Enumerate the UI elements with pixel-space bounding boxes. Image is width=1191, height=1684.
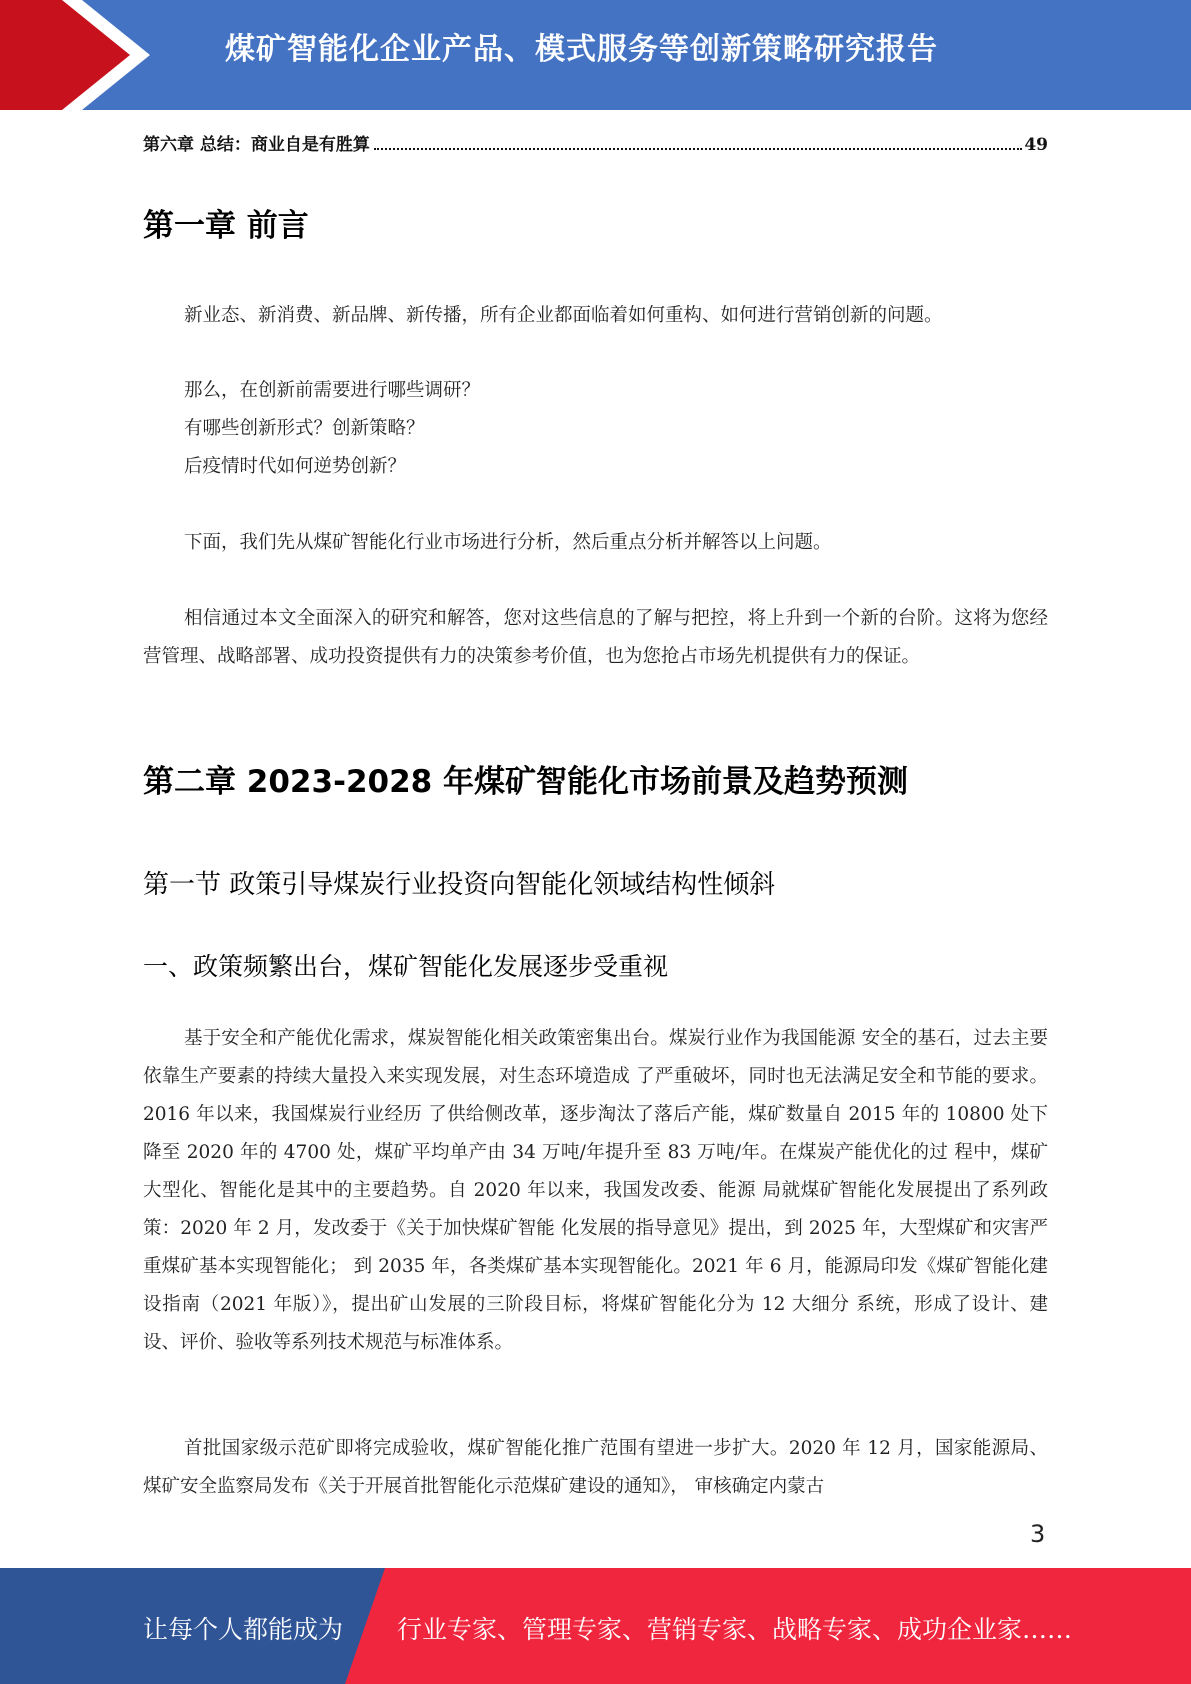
chapter-1-title: 第一章 前言 [143, 208, 309, 244]
toc-entry-page: 49 [1024, 135, 1048, 155]
footer-slogan-right: 行业专家、管理专家、营销专家、战略专家、成功企业家…… [397, 1615, 1073, 1644]
section-1-title: 第一节 政策引导煤炭行业投资向智能化领域结构性倾斜 [143, 870, 776, 900]
page-footer [0, 1568, 1191, 1684]
toc-leader-dots [374, 147, 1022, 150]
page-header [0, 0, 1191, 110]
chapter-1-question-2: 有哪些创新形式？创新策略？ [184, 418, 425, 439]
chapter-1-paragraph-3: 相信通过本文全面深入的研究和解答，您对这些信息的了解与把控，将上升到一个新的台阶。这将为您经营管理、战略部署、成功投资提供有力的决策参考价值，也为您抢占市场先机提供有力的保证。 [143, 608, 1048, 667]
chapter-1-paragraph-1: 新业态、新消费、新品牌、新传播，所有企业都面临着如何重构、如何进行营销创新的问题。 [184, 305, 943, 326]
chapter-2-title: 第二章 2023-2028 年煤矿智能化市场前景及趋势预测 [143, 764, 909, 800]
header-chevron-icon [0, 0, 150, 110]
page-number: 3 [1030, 1520, 1046, 1548]
chapter-1-question-1: 那么，在创新前需要进行哪些调研？ [184, 380, 481, 401]
subsection-1-title: 一、政策频繁出台，煤矿智能化发展逐步受重视 [143, 952, 669, 981]
chapter-1-paragraph-2: 下面，我们先从煤矿智能化行业市场进行分析，然后重点分析并解答以上问题。 [184, 532, 832, 553]
report-title: 煤矿智能化企业产品、模式服务等创新策略研究报告 [225, 32, 938, 67]
chapter-2-paragraph-1: 基于安全和产能优化需求，煤炭智能化相关政策密集出台。煤炭行业作为我国能源 安全的基石，过去主要依靠生产要素的持续大量投入来实现发展，对生态环境造成 了严重破坏，同时也无法满足安全和节能的要求。2016 年以来，我国煤炭行业经历 了供给侧改革，逐步淘汰了落后产能，煤矿数量自 2015 年的 10800 处下降至 2020 年的 4700 处，煤矿平均单产由 34 万吨/年提升至 83 万吨/年。在煤炭产能优化的过 程中，煤矿大型化、智能化是其中的主要趋势。自 2020 年以来，我国发改委、能源 局就煤矿智能化发展提出了系列政策：2020 年 2 月，发改委于《关于加快煤矿智能 化发展的指导意见》提出，到 2025 年，大型煤矿和灾害严重煤矿基本实现智能化； 到 2035 年，各类煤矿基本实现智能化。2021 年 6 月，能源局印发《煤矿智能化建 设指南（2021 年版）》，提出矿山发展的三阶段目标，将煤矿智能化分为 12 大细分 系统，形成了设计、建设、评价、验收等系列技术规范与标准体系。 [143, 1028, 1048, 1353]
chapter-1-question-3: 后疫情时代如何逆势创新？ [184, 456, 407, 477]
footer-slogan-left: 让每个人都能成为 [143, 1615, 344, 1644]
chapter-2-paragraph-2: 首批国家级示范矿即将完成验收，煤矿智能化推广范围有望进一步扩大。2020 年 12 月，国家能源局、煤矿安全监察局发布《关于开展首批智能化示范煤矿建设的通知》， 审核确定内蒙古 [143, 1438, 1048, 1497]
toc-entry[interactable] [143, 130, 1048, 158]
toc-entry-label: 第六章 总结：商业自是有胜算 [143, 135, 370, 155]
